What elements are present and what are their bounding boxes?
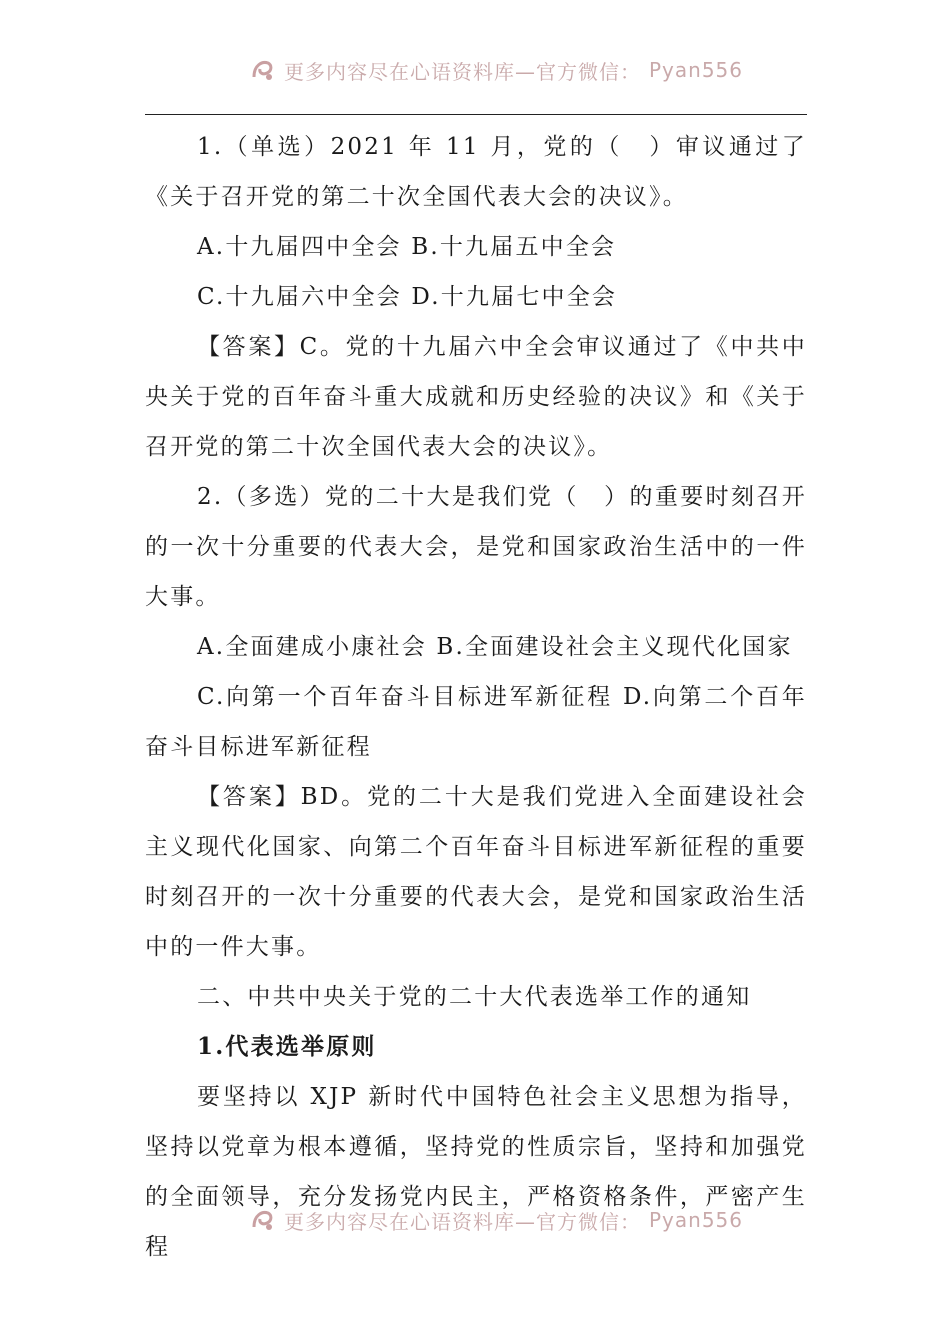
question-1-answer: 【答案】C。党的十九届六中全会审议通过了《中共中央关于党的百年奋斗重大成就和历史经验的决议》和《关于召开党的第二十次全国代表大会的决议》。 [145, 334, 807, 460]
question-2-options-ab: A.全面建成小康社会 B.全面建设社会主义现代化国家 [197, 634, 793, 660]
watermark-text: 更多内容尽在心语资料库—官方微信： [284, 59, 641, 84]
question-2-answer: 【答案】BD。党的二十大是我们党进入全面建设社会主义现代化国家、向第二个百年奋斗目标进军新征程的重要时刻召开的一次十分重要的代表大会，是党和国家政治生活中的一件大事。 [145, 784, 807, 960]
question-2-options-cd: C.向第一个百年奋斗目标进军新征程 D.向第二个百年奋斗目标进军新征程 [145, 684, 807, 760]
section-heading: 二、中共中央关于党的二十大代表选举工作的通知 [197, 984, 752, 1010]
question-1: 1.（单选）2021 年 11 月，党的（ ）审议通过了《关于召开党的第二十次全国代表大会的决议》。 [145, 134, 807, 210]
document-body [145, 122, 807, 1272]
question-1-options-cd: C.十九届六中全会 D.十九届七中全会 [197, 284, 618, 310]
question-2: 2.（多选）党的二十大是我们党（ ）的重要时刻召开的一次十分重要的代表大会，是党和国家政治生活中的一件大事。 [145, 484, 807, 610]
watermark-text: 更多内容尽在心语资料库—官方微信： [284, 1209, 641, 1234]
brand-logo-icon [250, 57, 276, 83]
question-1-options-ab: A.十九届四中全会 B.十九届五中全会 [197, 234, 617, 260]
watermark-header [250, 53, 810, 87]
body-paragraph: 要坚持以 XJP 新时代中国特色社会主义思想为指导，坚持以党章为根本遵循，坚持党的性质宗旨，坚持和加强党的全面领导，充分发扬党内民主，严格资格条件，严密产生程 [145, 1084, 807, 1260]
subsection-heading: 1.代表选举原则 [197, 1033, 377, 1060]
watermark-footer [250, 1203, 810, 1237]
watermark-id: Pyan556 [649, 1208, 744, 1232]
header-rule [145, 114, 807, 115]
watermark-id: Pyan556 [649, 58, 744, 82]
brand-logo-icon [250, 1207, 276, 1233]
